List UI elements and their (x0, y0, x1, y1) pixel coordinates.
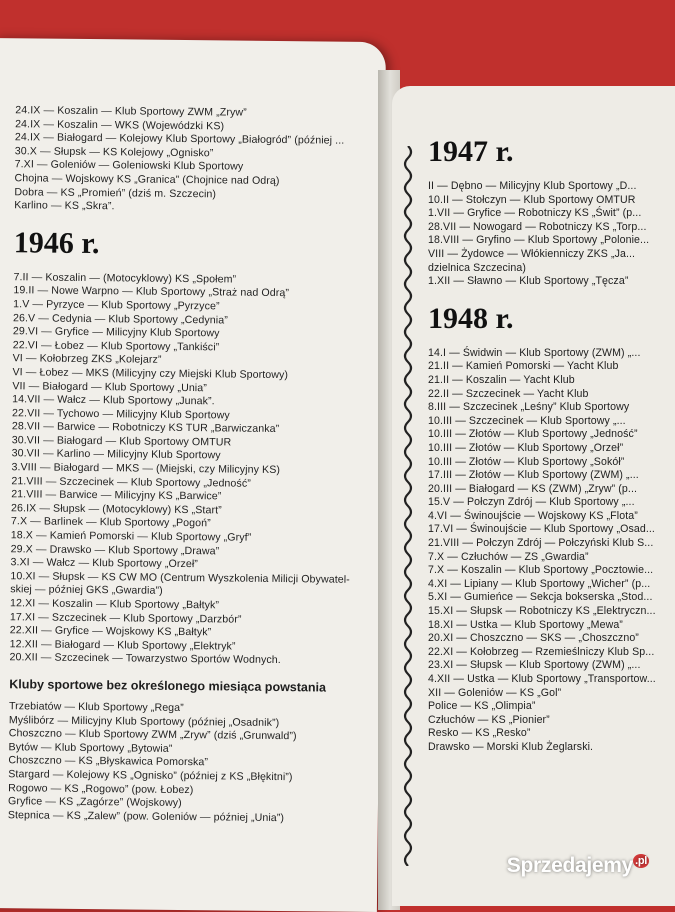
list-entry: 10.II — Stołczyn — Klub Sportowy OMTUR (428, 193, 636, 206)
list-entry: 22.II — Szczecinek — Yacht Klub (428, 387, 589, 400)
list-entry: 7.II — Koszalin — (Motocyklowy) KS „Społem” (13, 270, 237, 286)
right-page (392, 86, 675, 906)
list-entry: 18.XI — Ustka — Klub Sportowy „Mewa” (428, 618, 623, 631)
list-entry: 7.X — Koszalin — Klub Sportowy „Pocztowie... (428, 564, 654, 577)
list-entry: 10.III — Złotów — Klub Sportowy „Orzeł” (428, 441, 624, 454)
list-entry: 17.XI — Szczecinek — Klub Sportowy „Darzbór” (9, 610, 242, 626)
list-entry: 4.XI — Lipiany — Klub Sportowy „Wicher” (p... (428, 577, 651, 590)
list-entry: dzielnica Szczecina) (428, 261, 526, 274)
list-entry: 30.VII — Białogard — Klub Sportowy OMTUR (11, 434, 232, 449)
list-entry: 20.III — Białogard — KS (ZWM) „Zryw” (p... (428, 482, 638, 495)
list-entry: Dobra — KS „Promień” (dziś m. Szczecin) (14, 185, 217, 200)
undated-clubs-heading: Kluby sportowe bez określonego miesiąca powstania (9, 677, 327, 695)
list-entry: Trzebiatów — Klub Sportowy „Rega” (8, 700, 184, 714)
year-heading-1947: 1947 r. (428, 135, 514, 168)
list-entry: 18.X — Kamień Pomorski — Klub Sportowy „Gryf” (10, 529, 252, 544)
list-entry: 3.VIII — Białogard — MKS — (Miejski, czy Milicyjny KS) (11, 461, 281, 477)
list-entry: 24.IX — Białogard — Kolejowy Klub Sportowy „Białogród” (później ... (14, 131, 345, 147)
list-entry: Choszczno — Klub Sportowy ZWM „Zryw” (dziś „Grunwald”) (8, 727, 297, 743)
list-entry: 29.VI — Gryfice — Milicyjny Klub Sportowy (12, 325, 220, 340)
list-entry: Myślibórz — Milicyjny Klub Sportowy (później „Osadnik”) (8, 713, 280, 729)
list-entry: 8.III — Szczecinek „Leśny” Klub Sportowy (428, 401, 630, 414)
list-entry: 24.IX — Koszalin — Klub Sportowy ZWM „Zryw” (15, 104, 247, 119)
list-entry: 18.VIII — Gryfino — Klub Sportowy „Polonie... (428, 234, 650, 247)
list-entry: 4.VI — Świnoujście — Wojskowy KS „Flota” (428, 509, 638, 522)
list-entry: 3.XI — Wałcz — Klub Sportowy „Orzeł” (10, 556, 199, 571)
list-entry: 21.VIII — Połczyn Zdrój — Połczyński Klub S... (428, 537, 654, 550)
list-entry: 30.VII — Karlino — Milicyjny Klub Sportowy (11, 447, 221, 462)
list-entry: 20.XII — Szczecinek — Towarzystwo Sportów Wodnych. (9, 651, 281, 667)
list-entry: 22.XII — Gryfice — Wojskowy KS „Bałtyk” (9, 624, 212, 639)
year-heading-1948: 1948 r. (428, 301, 514, 335)
list-entry: Rogowo — KS „Rogowo” (pow. Łobez) (8, 781, 194, 796)
list-entry: 12.XII — Białogard — Klub Sportowy „Elektryk” (9, 637, 236, 653)
list-entry: VI — Kołobrzeg ZKS „Kolejarz” (12, 352, 162, 367)
list-entry: Stepnica — KS „Zalew” (pow. Goleniów — później „Unia”) (7, 808, 285, 824)
left-column (8, 104, 386, 826)
list-entry: 19.II — Nowe Warpno — Klub Sportowy „Straż nad Odrą” (13, 284, 290, 300)
list-entry: 26.IX — Słupsk — (Motocyklowy) KS „Start” (11, 502, 222, 517)
list-entry: Choszczno — KS „Błyskawica Pomorska” (8, 754, 209, 769)
year-heading-1946: 1946 r. (13, 225, 100, 260)
list-entry: VII — Białogard — Klub Sportowy „Unia” (12, 379, 207, 394)
list-entry: XII — Goleniów — KS „Gol” (428, 686, 562, 699)
list-entry: 20.XI — Choszczno — SKS — „Choszczno” (428, 632, 639, 645)
entries-1946-list (9, 271, 383, 669)
list-entry: II — Dębno — Milicyjny Klub Sportowy „D... (428, 180, 637, 192)
list-entry: VI — Łobez — MKS (Milicyjny czy Miejski Klub Sportowy) (12, 366, 289, 382)
list-entry: 1.VII — Gryfice — Robotniczy KS „Świt” (p... (428, 207, 642, 220)
left-page (0, 38, 386, 912)
undated-clubs-list (8, 700, 379, 826)
list-entry: 15.V — Połczyn Zdrój — Klub Sportowy „... (428, 496, 635, 509)
list-entry: Drawsko — Morski Klub Żeglarski. (428, 740, 594, 753)
watermark-suffix: .pl (635, 855, 647, 867)
list-entry: 17.III — Złotów — Klub Sportowy (ZWM) „... (428, 469, 639, 482)
entries-1948-list (428, 347, 675, 755)
list-entry: Police — KS „Olimpia” (428, 700, 536, 713)
list-entry: 29.X — Drawsko — Klub Sportowy „Drawa” (10, 542, 220, 558)
list-entry: 21.II — Koszalin — Yacht Klub (428, 373, 575, 386)
list-entry: VIII — Żydowce — Włókienniczy ZKS „Ja... (428, 247, 636, 260)
list-entry: 17.VI — Świnoujście — Klub Sportowy „Osad... (428, 523, 655, 536)
list-entry: 7.X — Człuchów — ZS „Gwardia” (428, 550, 589, 563)
list-entry: 22.VI — Łobez — Klub Sportowy „Tankiści” (12, 338, 220, 354)
right-column (428, 134, 675, 755)
list-entry: 7.XI — Goleniów — Goleniowski Klub Sportowy (14, 158, 244, 173)
list-entry: 23.XI — Słupsk — Klub Sportowy (ZWM) „... (428, 659, 641, 672)
list-entry: 21.VIII — Szczecinek — Klub Sportowy „Jedność” (11, 474, 251, 490)
list-entry: 10.III — Szczecinek — Klub Sportowy „... (428, 414, 626, 427)
entries-1947-list (428, 180, 675, 289)
watermark-text: Sprzedajemy (506, 854, 634, 877)
list-entry: Człuchów — KS „Pionier” (428, 713, 550, 726)
list-entry: 26.V — Cedynia — Klub Sportowy „Cedynia” (13, 311, 228, 326)
list-entry: 5.XI — Gumieńce — Sekcja bokserska „Stod... (428, 591, 653, 604)
entries-1945-list (14, 104, 385, 217)
list-entry: 10.III — Złotów — Klub Sportowy „Sokół” (428, 455, 625, 468)
list-entry: Resko — KS „Resko” (428, 727, 531, 740)
list-entry: skiej — później GKS „Gwardia”) (10, 583, 163, 598)
list-entry: 22.VII — Tychowo — Milicyjny Klub Sportowy (12, 406, 230, 422)
wavy-rule-decoration (402, 146, 414, 866)
list-entry: 22.XI — Kołobrzeg — Rzemieślniczy Klub Sp... (428, 645, 655, 658)
list-entry: 14.I — Świdwin — Klub Sportowy (ZWM) „... (428, 346, 641, 359)
list-entry: 30.X — Słupsk — KS Kolejowy „Ognisko” (14, 145, 214, 160)
list-entry: 21.VIII — Barwice — Milicyjny KS „Barwice” (11, 488, 222, 503)
watermark-logo (507, 854, 649, 878)
list-entry: Karlino — KS „Skra”. (14, 199, 115, 213)
list-entry: 10.XI — Słupsk — KS CW MO (Centrum Wyszkolenia Milicji Obywatel- (10, 570, 350, 586)
list-entry: 28.VII — Nowogard — Robotniczy KS „Torp... (428, 220, 647, 233)
list-entry: 12.XI — Koszalin — Klub Sportowy „Bałtyk” (10, 597, 220, 612)
list-entry: 15.XI — Słupsk — Robotniczy KS „Elektryczn... (428, 605, 656, 618)
list-entry: 4.XII — Ustka — Klub Sportowy „Transportow... (428, 673, 656, 685)
list-entry: 7.X — Barlinek — Klub Sportowy „Pogoń” (10, 515, 211, 530)
list-entry: 1.XII — Sławno — Klub Sportowy „Tęcza” (428, 275, 629, 288)
list-entry: Bytów — Klub Sportowy „Bytowia” (8, 740, 173, 755)
list-entry: 10.III — Złotów — Klub Sportowy „Jedność” (428, 428, 638, 441)
list-entry: 14.VII — Wałcz — Klub Sportowy „Junak”. (12, 393, 215, 408)
list-entry: Chojna — Wojskowy KS „Granica” (Chojnice nad Odrą) (14, 172, 280, 187)
list-entry: 24.IX — Koszalin — WKS (Wojewódzki KS) (15, 117, 225, 133)
list-entry: Gryfice — KS „Zagórze” (Wojskowy) (7, 795, 182, 810)
list-entry: 1.V — Pyrzyce — Klub Sportowy „Pyrzyce” (13, 298, 220, 313)
list-entry: 28.VII — Barwice — Robotniczy KS TUR „Barwiczanka” (11, 420, 280, 436)
list-entry: 21.II — Kamień Pomorski — Yacht Klub (428, 360, 619, 373)
list-entry: Stargard — Kolejowy KS „Ognisko” (później z KS „Błękitni”) (8, 768, 293, 784)
